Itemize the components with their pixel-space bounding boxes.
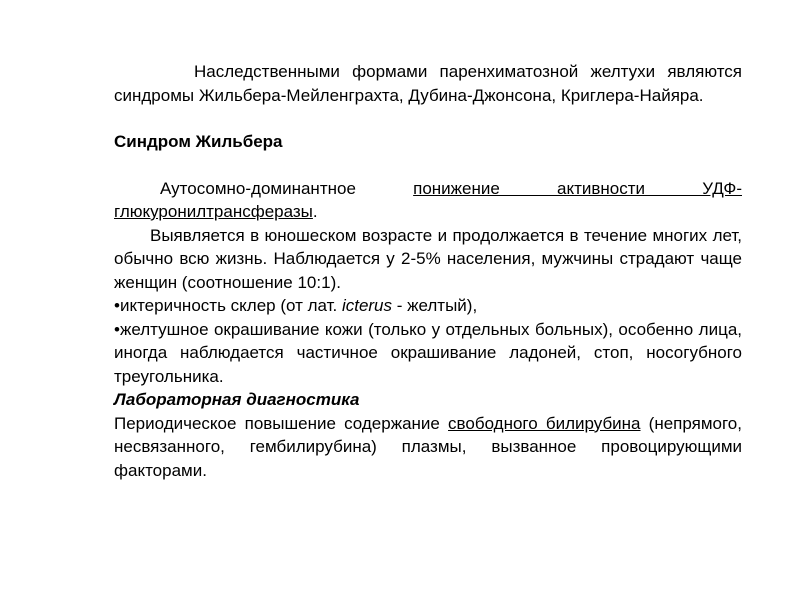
definition-paragraph	[114, 177, 742, 224]
bullet-sclera-after: - желтый),	[392, 296, 478, 315]
bullet-sclera	[114, 294, 742, 318]
bullet-skin: •желтушное окрашивание кожи (только у отдельных больных), особенно лица, иногда наблюдается частичное окрашивание ладоней, стоп, носогубного треугольника.	[114, 319, 742, 386]
spacer	[114, 107, 742, 130]
spacer	[114, 154, 742, 177]
section-heading: Синдром Жильбера	[114, 132, 283, 151]
definition-text-before: Аутосомно-доминантное	[160, 178, 414, 198]
bullet-sclera-before: •иктеричность склер (от лат.	[114, 296, 342, 315]
latin-term: icterus	[341, 296, 393, 315]
lab-text-after: (непрямого, несвязанного, гембилирубина) плазмы, вызванное провоцирующими факторами.	[114, 413, 742, 480]
onset-paragraph: Выявляется в юношеском возрасте и продолжается в течение многих лет, обычно всю жизнь. Наблюдается у 2-5% населения, мужчины страдают чаще женщин (соотношение 10:1).	[114, 225, 742, 292]
enzyme-link[interactable]: понижение активности УДФ-глюкуронилтрансферазы	[114, 178, 742, 221]
definition-text-after: .	[312, 202, 318, 221]
bilirubin-link[interactable]: свободного билирубина	[448, 413, 641, 433]
lab-paragraph	[114, 412, 742, 483]
lab-heading: Лабораторная диагностика	[114, 390, 360, 409]
lab-text-before: Периодическое повышение содержание	[114, 413, 449, 433]
intro-paragraph: Наследственными формами паренхиматозной желтухи являются синдромы Жильбера-Мейленграхта, Дубина-Джонсона, Криглера-Найяра.	[114, 62, 742, 105]
document-page	[114, 60, 742, 482]
